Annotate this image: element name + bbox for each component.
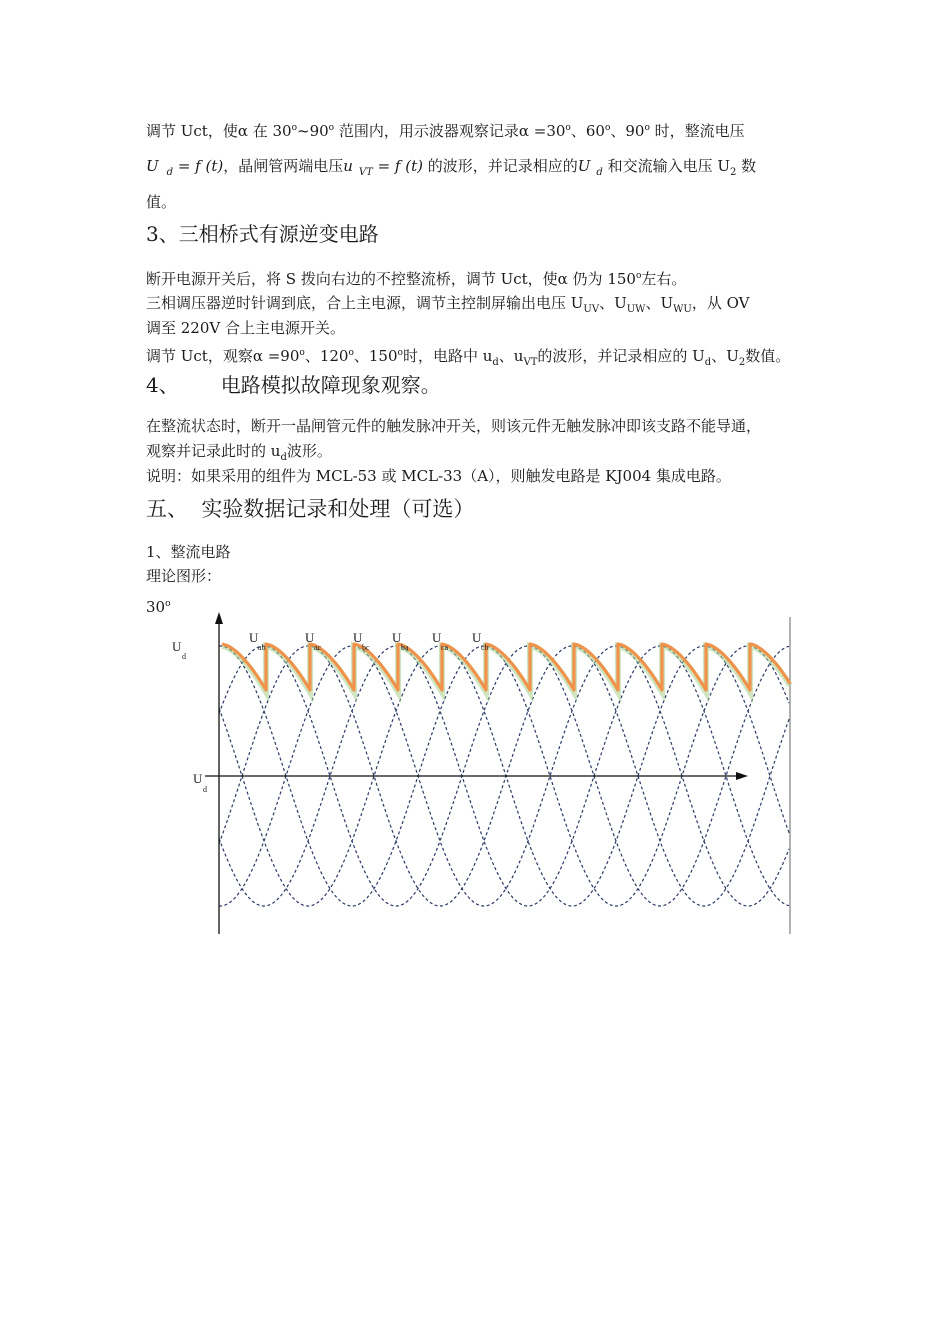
para-adjust-uct-line3: 值。 xyxy=(146,193,177,211)
phase-label-ab: U xyxy=(249,630,259,645)
phase-label-bc: U xyxy=(353,630,363,645)
phase-label-cb: U xyxy=(472,630,482,645)
para-inverter-line4: 调节 Uct，观察$\alpha =90^o$、120$^o$、150$^o$时，电路中 $u_d$、$u_{VT}$的波形，并记录相应的 $U_d$、$U_2$数值。 xyxy=(146,347,791,368)
phase-label-ac: U xyxy=(305,630,315,645)
heading-fault-observation: 4、 电路模拟故障现象观察。 xyxy=(146,373,441,397)
label-theory-figure: 理论图形： xyxy=(146,567,222,585)
phase-label-sub-ba: ba xyxy=(401,643,409,652)
heading-inverter-circuit: 3、三相桥式有源逆变电路 xyxy=(146,222,379,246)
phase-label-sub-cb: cb xyxy=(481,643,489,652)
phase-label-sub-bc: bc xyxy=(362,643,370,652)
vertical-axis-arrow xyxy=(215,612,223,624)
para-adjust-uct-line1: 调节 Uct，使α 在 30$^o$~90$^o$ 范围内，用示波器观察记录$\alpha =30^o$、60$^o$、90$^o$ 时，整流电压 xyxy=(146,122,745,140)
para-fault-note: 说明：如果采用的组件为 MCL-53 或 MCL-33（A），则触发电路是 KJ004 集成电路。 xyxy=(146,467,731,485)
para-inverter-line3: 调至 220V 合上主电源开关。 xyxy=(146,319,346,337)
para-fault-line1: 在整流状态时，断开一晶闸管元件的触发脉冲开关，则该元件无触发脉冲即该支路不能导通， xyxy=(146,417,762,435)
ud-top-label: U xyxy=(172,639,182,654)
phase-label-ca: U xyxy=(432,630,442,645)
phase-label-sub-ab: ab xyxy=(258,643,266,652)
phase-label-sub-ca: ca xyxy=(441,643,449,652)
figure-axes xyxy=(205,612,790,934)
para-fault-line2: 观察并记录此时的 $u_d$波形。 xyxy=(146,442,332,463)
horizontal-axis-arrow xyxy=(736,772,748,780)
rectified-output-wave xyxy=(222,644,790,692)
heading-data-record: 五、 实验数据记录和处理（可选） xyxy=(146,497,475,521)
phase-label-sub-ac: ac xyxy=(314,643,322,652)
para-inverter-line2: 三相调压器逆时针调到底，合上主电源，调节主控制屏输出电压 $U_{UV}$、$U_{UW}$、$U_{WU}$，从 OV xyxy=(146,294,750,315)
ud-axis-label-sub: d xyxy=(203,785,207,794)
phase-label-ba: U xyxy=(392,630,402,645)
ud-axis-label: U xyxy=(193,771,203,786)
ud-top-label-sub: d xyxy=(182,652,186,661)
section-rectifier: 1、整流电路 xyxy=(146,543,231,561)
para-adjust-uct-line2: U $_d$ = f (t)，晶闸管两端电压u $_{VT}$ = f (t) 的波形，并记录相应的U $_d$ 和交流输入电压 $U_2$ 数 xyxy=(146,157,757,178)
para-inverter-line1: 断开电源开关后，将 S 拨向右边的不控整流桥，调节 Uct，使α 仍为 150$^o$左右。 xyxy=(146,270,687,288)
label-angle-30: 30$^o$ xyxy=(146,598,171,616)
